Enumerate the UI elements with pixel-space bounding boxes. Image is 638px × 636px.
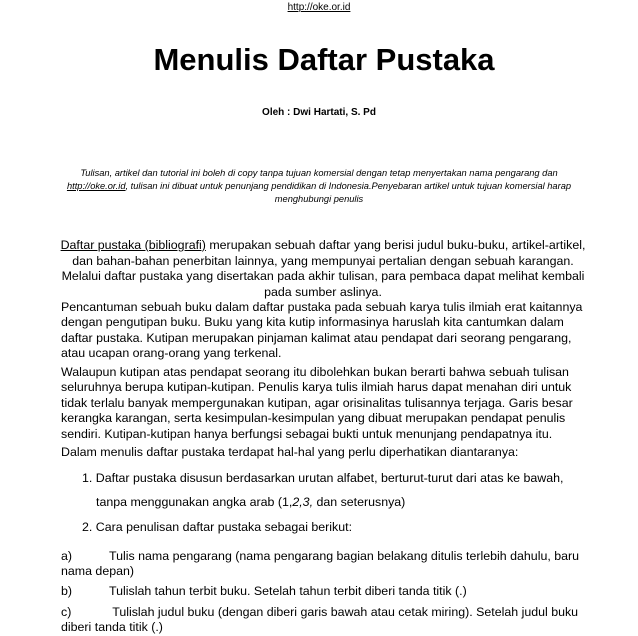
sublist-letter: a) (61, 549, 73, 563)
notice-text-1: Tulisan, artikel dan tutorial ini boleh di copy tanpa tujuan komersial dengan tetap menyertakan nama pengarang dan (80, 168, 558, 178)
list-item-number: 2. (82, 520, 93, 534)
paragraph: Pencantuman sebuah buku dalam daftar pustaka pada sebuah karya tulis ilmiah erat kaitannya dengan pengutipan buku. Buku yang kita kutip informasinya haruslah kita cantumkan dalam daftar pustaka. Kutipan merupakan pinjaman kalimat atau pendapat dari seorang pengarang, atau ucapan orang-orang yang terkenal. (61, 300, 583, 361)
list-item-text: Daftar pustaka disusun berdasarkan urutan alfabet, berturut-turut dari atas ke bawah, (95, 471, 564, 485)
paragraph: Walaupun kutipan atas pendapat seorang itu dibolehkan bukan berarti bahwa sebuah tulisan seluruhnya berupa kutipan-kutipan. Penulis karya tulis ilmiah harus dapat menahan diri untuk tidak terlalu banyak mempergunakan kutipan, agar orisinalitas tulisannya terjaga. Garis besar kerangka karangan, serta kesimpulan-kesimpulan yang dibuat merupakan pendapat penulis sendiri. Kutipan-kutipan hanya berfungsi sebagai bukti untuk menunjang pendapatnya itu. (61, 365, 573, 441)
intro-text: merupakan sebuah daftar yang berisi judul buku-buku, artikel-artikel, dan bahan-bahan penerbitan lainnya, yang mempunyai pertalian dengan sebuah karangan. Melalui daftar pustaka yang disertakan pada akhir tulisan, para pembaca dapat melihat kembali pada sumber aslinya. (61, 238, 586, 299)
document-title: Menulis Daftar Pustaka (153, 42, 495, 77)
intro-paragraph (58, 238, 588, 300)
copyright-notice (50, 167, 588, 206)
sublist-text: Tulislah tahun terbit buku. Setelah tahun terbit diberi tanda titik (.) (109, 584, 467, 598)
list-item-text: Cara penulisan daftar pustaka sebagai berikut: (95, 520, 353, 534)
italic-numbers: 2,3, (292, 495, 314, 510)
sublist-letter: c) (61, 605, 72, 619)
sublist-item (61, 584, 601, 599)
list-item-continuation: tanpa menggunakan angka arab (1,2,3, dan seterusnya) (96, 495, 406, 510)
notice-text-2: , tulisan ini dibuat untuk penunjang pendidikan di Indonesia.Penyebaran artikel untuk tujuan komersial harap menghubungi penulis (125, 181, 572, 204)
list-item (82, 471, 592, 511)
paragraph: Dalam menulis daftar pustaka terdapat hal-hal yang perlu diperhatikan diantaranya: (61, 445, 519, 459)
author-line: Oleh : Dwi Hartati, S. Pd (262, 107, 376, 118)
intro-term: Daftar pustaka (bibliografi) (60, 238, 206, 252)
list-item-number: 1. (82, 471, 93, 485)
sublist-item (61, 605, 601, 636)
header-url-link[interactable]: http://oke.or.id (287, 2, 351, 13)
sublist-letter: b) (61, 584, 73, 598)
list-item (82, 520, 592, 535)
notice-url-link[interactable]: http://oke.or.id (66, 181, 126, 191)
sublist-text: Tulislah judul buku (dengan diberi garis bawah atau cetak miring). Setelah judul buku diberi tanda titik (.) (61, 605, 579, 635)
sublist-text: Tulis nama pengarang (nama pengarang bagian belakang ditulis terlebih dahulu, baru nama depan) (61, 549, 580, 579)
sublist-item (61, 549, 601, 580)
